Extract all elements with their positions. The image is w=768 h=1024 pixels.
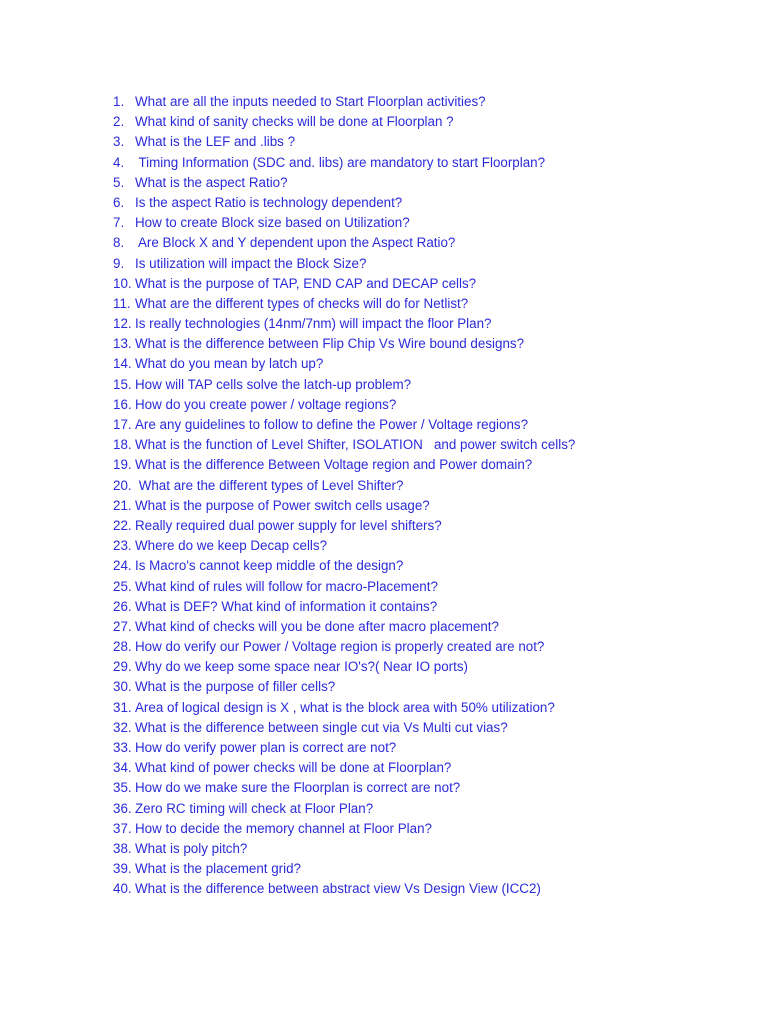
question-text: What is the difference between abstract view Vs Design View (ICC2): [135, 881, 541, 897]
question-text: Where do we keep Decap cells?: [135, 538, 328, 554]
list-item: [113, 819, 753, 839]
list-item: [113, 92, 753, 112]
question-number: 30.: [113, 679, 132, 695]
list-item: [113, 496, 753, 516]
question-text: Is the aspect Ratio is technology dependent?: [135, 194, 403, 210]
question-number: 32.: [113, 719, 132, 735]
question-number: 2.: [113, 114, 125, 130]
question-number: 8.: [113, 235, 125, 251]
question-text: What is the difference between Flip Chip Vs Wire bound designs?: [135, 336, 525, 352]
question-text: Is really technologies (14nm/7nm) will impact the floor Plan?: [135, 316, 492, 332]
question-number: 25.: [113, 578, 132, 594]
list-item: [113, 213, 753, 233]
list-item: [113, 193, 753, 213]
question-number: 38.: [113, 840, 132, 856]
question-text: Why do we keep some space near IO's?( Near IO ports): [135, 659, 468, 675]
question-text: What is the placement grid?: [135, 861, 301, 877]
question-number: 39.: [113, 861, 132, 877]
question-number: 18.: [113, 437, 132, 453]
question-number: 31.: [113, 699, 132, 715]
question-text: Are Block X and Y dependent upon the Aspect Ratio?: [135, 235, 456, 251]
question-number: 7.: [113, 215, 125, 231]
list-item: [113, 476, 753, 496]
question-number: 6.: [113, 194, 125, 210]
question-text: What is the aspect Ratio?: [135, 174, 288, 190]
list-item: [113, 354, 753, 374]
question-text: Zero RC timing will check at Floor Plan?: [135, 800, 374, 816]
list-item: [113, 577, 753, 597]
question-text: What is the LEF and .libs ?: [135, 134, 296, 150]
question-number: 27.: [113, 618, 132, 634]
list-item: [113, 112, 753, 132]
question-number: 1.: [113, 94, 125, 109]
list-item: [113, 799, 753, 819]
list-item: [113, 617, 753, 637]
question-text: What is the purpose of filler cells?: [135, 679, 336, 695]
list-item: [113, 718, 753, 738]
list-item: [113, 698, 753, 718]
list-item: [113, 677, 753, 697]
question-text: Timing Information (SDC and. libs) are mandatory to start Floorplan?: [135, 154, 546, 170]
question-number: 21.: [113, 497, 132, 513]
list-item: [113, 334, 753, 354]
list-item: [113, 536, 753, 556]
question-text: What do you mean by latch up?: [135, 356, 324, 372]
question-number: 34.: [113, 760, 132, 776]
question-text: What is the function of Level Shifter, ISOLATION and power switch cells?: [135, 437, 576, 453]
question-text: Area of logical design is X , what is the block area with 50% utilization?: [135, 699, 555, 715]
list-item: [113, 314, 753, 334]
question-text: What is the difference between single cut via Vs Multi cut vias?: [135, 719, 508, 735]
list-item: [113, 233, 753, 253]
question-text: What kind of sanity checks will be done at Floorplan ?: [135, 114, 454, 130]
list-item: [113, 738, 753, 758]
list-item: [113, 758, 753, 778]
list-item: [113, 516, 753, 536]
list-item: [113, 839, 753, 859]
question-number: 12.: [113, 316, 132, 332]
question-text: What kind of rules will follow for macro-Placement?: [135, 578, 438, 594]
question-text: How do we make sure the Floorplan is correct are not?: [135, 780, 461, 796]
question-number: 29.: [113, 659, 132, 675]
question-number: 20.: [113, 477, 132, 493]
list-item: [113, 657, 753, 677]
question-number: 3.: [113, 134, 125, 150]
question-number: 10.: [113, 275, 132, 291]
question-number: 35.: [113, 780, 132, 796]
question-number: 11.: [113, 295, 131, 311]
list-item: [113, 153, 753, 173]
question-number: 17.: [113, 417, 132, 432]
question-number: 5.: [113, 174, 125, 190]
question-text: How do verify our Power / Voltage region is properly created are not?: [135, 639, 545, 655]
question-text: How to decide the memory channel at Floor Plan?: [135, 820, 432, 836]
question-number: 28.: [113, 639, 132, 655]
question-text: What is poly pitch?: [135, 840, 248, 856]
question-number: 4.: [113, 154, 125, 170]
list-item: [113, 395, 753, 415]
question-text: What is the purpose of TAP, END CAP and DECAP cells?: [135, 275, 477, 291]
question-list: [113, 92, 753, 900]
question-text: What are the different types of Level Shifter?: [135, 477, 404, 493]
question-number: 36.: [113, 800, 132, 816]
list-item: [113, 274, 753, 294]
question-text: What kind of checks will you be done after macro placement?: [135, 618, 499, 634]
list-item: [113, 597, 753, 617]
list-item: [113, 859, 753, 879]
question-text: How will TAP cells solve the latch-up problem?: [135, 376, 412, 392]
question-text: Are any guidelines to follow to define the Power / Voltage regions?: [135, 417, 529, 432]
list-item: [113, 254, 753, 274]
question-number: 24.: [113, 558, 132, 574]
list-item: [113, 556, 753, 576]
question-number: 15.: [113, 376, 132, 392]
list-item: [113, 778, 753, 798]
question-number: 40.: [113, 881, 132, 897]
question-text: What is DEF? What kind of information it contains?: [135, 598, 438, 614]
question-number: 26.: [113, 598, 132, 614]
question-text: Is utilization will impact the Block Size?: [135, 255, 367, 271]
list-item: [113, 375, 753, 395]
list-item: [113, 637, 753, 657]
question-text: What kind of power checks will be done at Floorplan?: [135, 760, 452, 776]
list-item: [113, 294, 753, 314]
question-text: Is Macro's cannot keep middle of the design?: [135, 558, 404, 574]
question-number: 22.: [113, 517, 132, 533]
list-item: [113, 455, 753, 475]
list-item: [113, 132, 753, 152]
question-number: 33.: [113, 740, 132, 755]
question-number: 13.: [113, 336, 132, 352]
question-number: 16.: [113, 396, 132, 412]
question-text: How to create Block size based on Utilization?: [135, 215, 410, 231]
question-text: What are all the inputs needed to Start Floorplan activities?: [135, 94, 486, 109]
question-text: Really required dual power supply for level shifters?: [135, 517, 442, 533]
question-number: 23.: [113, 538, 132, 554]
question-number: 37.: [113, 820, 132, 836]
list-item: [113, 415, 753, 435]
list-item: [113, 435, 753, 455]
question-number: 9.: [113, 255, 125, 271]
list-item: [113, 879, 753, 899]
question-text: How do verify power plan is correct are not?: [135, 740, 397, 755]
question-number: 14.: [113, 356, 132, 372]
question-text: What are the different types of checks will do for Netlist?: [135, 295, 469, 311]
question-text: What is the difference Between Voltage region and Power domain?: [135, 457, 533, 473]
question-text: What is the purpose of Power switch cells usage?: [135, 497, 430, 513]
list-item: [113, 173, 753, 193]
question-number: 19.: [113, 457, 132, 473]
question-text: How do you create power / voltage regions?: [135, 396, 397, 412]
